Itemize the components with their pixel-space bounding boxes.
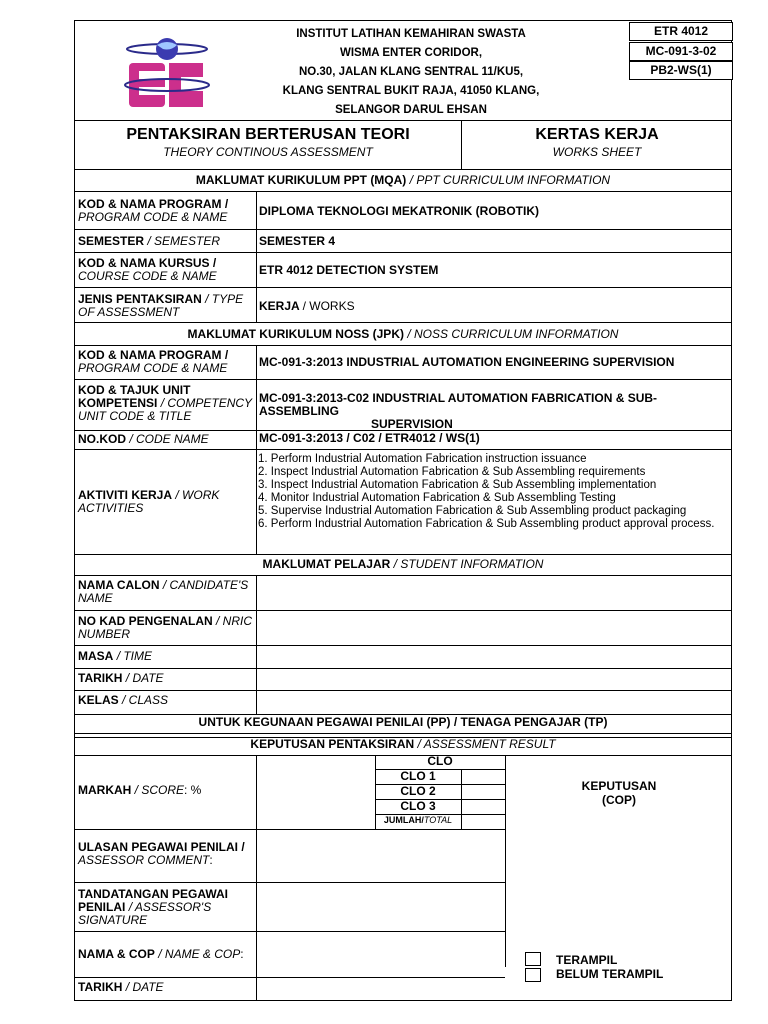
address-line: INSTITUT LATIHAN KEMAHIRAN SWASTA — [296, 28, 526, 40]
sheet-title: KERTAS KERJA — [535, 126, 659, 143]
noss-program-label: KOD & NAMA PROGRAM / PROGRAM CODE & NAME — [78, 348, 229, 375]
belum-terampil-checkbox[interactable] — [525, 968, 541, 982]
clo-header: CLO — [427, 754, 453, 768]
standard-code-box: MC-091-3-02 — [629, 42, 733, 61]
list-item: 5. Supervise Industrial Automation Fabrication & Sub Assembling product packaging — [258, 505, 687, 517]
total-score[interactable] — [462, 815, 505, 829]
clo-3-label: CLO 3 — [400, 799, 436, 813]
date-label: TARIKH / DATE — [78, 671, 164, 685]
class-label: KELAS / CLASS — [78, 693, 169, 707]
course-code-label: KOD & NAMA KURSUS / COURSE CODE & NAME — [78, 256, 217, 283]
ppt-heading-en: / PPT CURRICULUM INFORMATION — [409, 173, 611, 187]
course-code-box: ETR 4012 — [629, 22, 733, 41]
name-cop-field[interactable] — [257, 932, 505, 977]
work-activities-label: AKTIVITI KERJA / WORK ACTIVITIES — [78, 488, 220, 515]
assessor-signature-label: TANDATANGAN PEGAWAI PENILAI / ASSESSOR'S SIGNATURE — [78, 887, 228, 927]
terampil-label: TERAMPIL — [556, 953, 618, 967]
list-item: 1. Perform Industrial Automation Fabrication instruction issuance — [258, 453, 587, 465]
clo-2-score[interactable] — [462, 785, 505, 799]
course-code-value: ETR 4012 DETECTION SYSTEM — [259, 263, 439, 277]
page-title: PENTAKSIRAN BERTERUSAN TEORI — [126, 126, 410, 143]
assessor-signature-field[interactable] — [257, 883, 505, 931]
nric-label: NO KAD PENGENALAN / NRIC NUMBER — [78, 614, 253, 641]
semester-label: SEMESTER / SEMESTER — [78, 234, 221, 248]
sheet-title-block — [462, 125, 732, 159]
ppt-heading: MAKLUMAT KURIKULUM PPT (MQA) — [195, 173, 407, 187]
class-field[interactable] — [257, 691, 731, 714]
result-section-heading — [75, 737, 731, 751]
assessor-date-label: TARIKH / DATE — [78, 980, 164, 994]
noss-heading-en: / NOSS CURRICULUM INFORMATION — [407, 327, 619, 341]
candidate-name-label: NAMA CALON / CANDIDATE'S NAME — [78, 578, 249, 605]
address-line: WISMA ENTER CORIDOR, — [339, 47, 483, 59]
noss-heading: MAKLUMAT KURIKULUM NOSS (JPK) — [187, 327, 404, 341]
semester-value: SEMESTER 4 — [259, 234, 336, 248]
list-item: 4. Monitor Industrial Automation Fabrication & Sub Assembling Testing — [258, 492, 616, 504]
date-field[interactable] — [257, 669, 731, 690]
clo-1-score[interactable] — [462, 770, 505, 784]
address-line: SELANGOR DARUL EHSAN — [335, 104, 487, 116]
competency-unit-value: MC-091-3:2013-C02 INDUSTRIAL AUTOMATION FABRICATION & SUB-ASSEMBLING SUPERVISION — [259, 391, 658, 431]
nric-field[interactable] — [257, 611, 731, 645]
sheet-subtitle: WORKS SHEET — [552, 145, 642, 159]
assessment-type-label: JENIS PENTAKSIRAN / TYPE OF ASSESSMENT — [78, 292, 244, 319]
title-block — [75, 125, 461, 159]
code-name-label: NO.KOD / CODE NAME — [78, 432, 209, 446]
assessor-comment-field[interactable] — [257, 830, 505, 882]
result-heading-en: / ASSESSMENT RESULT — [417, 737, 556, 751]
noss-section-heading — [75, 327, 731, 341]
ppt-section-heading — [75, 173, 731, 187]
worksheet-code-box: PB2-WS(1) — [629, 61, 733, 80]
result-heading: KEPUTUSAN PENTAKSIRAN — [250, 737, 415, 751]
work-activities-list — [258, 453, 732, 531]
institute-address — [235, 25, 587, 120]
program-code-value: DIPLOMA TEKNOLOGI MEKATRONIK (ROBOTIK) — [259, 204, 539, 218]
student-section-heading — [75, 557, 731, 571]
student-heading: MAKLUMAT PELAJAR — [262, 557, 391, 571]
assessor-date-field[interactable] — [257, 978, 505, 1001]
assessor-comment-label: ULASAN PEGAWAI PENILAI / ASSESSOR COMMENT: — [78, 840, 245, 867]
institute-logo — [123, 35, 211, 115]
list-item: 6. Perform Industrial Automation Fabrication & Sub Assembling product approval process. — [258, 518, 715, 530]
address-line: KLANG SENTRAL BUKIT RAJA, 41050 KLANG, — [282, 85, 540, 97]
terampil-checkbox[interactable] — [525, 952, 541, 966]
noss-program-value: MC-091-3:2013 INDUSTRIAL AUTOMATION ENGINEERING SUPERVISION — [259, 355, 675, 369]
time-label: MASA / TIME — [78, 649, 153, 663]
page-subtitle: THEORY CONTINOUS ASSESSMENT — [163, 145, 373, 159]
assessor-section-heading: UNTUK KEGUNAAN PEGAWAI PENILAI (PP) / TENAGA PENGAJAR (TP) — [198, 715, 608, 729]
student-heading-en: / STUDENT INFORMATION — [393, 557, 544, 571]
name-cop-label: NAMA & COP / NAME & COP: — [78, 947, 244, 961]
logo-icon — [123, 35, 211, 115]
belum-terampil-label: BELUM TERAMPIL — [556, 967, 664, 981]
list-item: 3. Inspect Industrial Automation Fabrication & Sub Assembling implementation — [258, 479, 657, 491]
competency-unit-label: KOD & TAJUK UNIT KOMPETENSI / COMPETENCY UNIT CODE & TITLE — [78, 383, 252, 423]
program-code-label: KOD & NAMA PROGRAM / PROGRAM CODE & NAME — [78, 197, 229, 224]
address-line: NO.30, JALAN KLANG SENTRAL 11/KU5, — [298, 66, 524, 78]
clo-3-score[interactable] — [462, 800, 505, 814]
assessment-type-value: KERJA / WORKS — [259, 299, 355, 313]
clo-2-label: CLO 2 — [400, 784, 436, 798]
list-item: 2. Inspect Industrial Automation Fabrication & Sub Assembling requirements — [258, 466, 646, 478]
assessment-form — [74, 20, 732, 1001]
total-label: JUMLAH/TOTAL — [383, 815, 453, 825]
clo-1-label: CLO 1 — [400, 769, 436, 783]
score-label: MARKAH / SCORE: % — [78, 783, 202, 797]
code-name-value: MC-091-3:2013 / C02 / ETR4012 / WS(1) — [259, 431, 480, 445]
score-field[interactable] — [257, 756, 375, 829]
candidate-name-field[interactable] — [257, 576, 731, 610]
time-field[interactable] — [257, 646, 731, 668]
decision-label: KEPUTUSAN (COP) — [581, 779, 657, 807]
